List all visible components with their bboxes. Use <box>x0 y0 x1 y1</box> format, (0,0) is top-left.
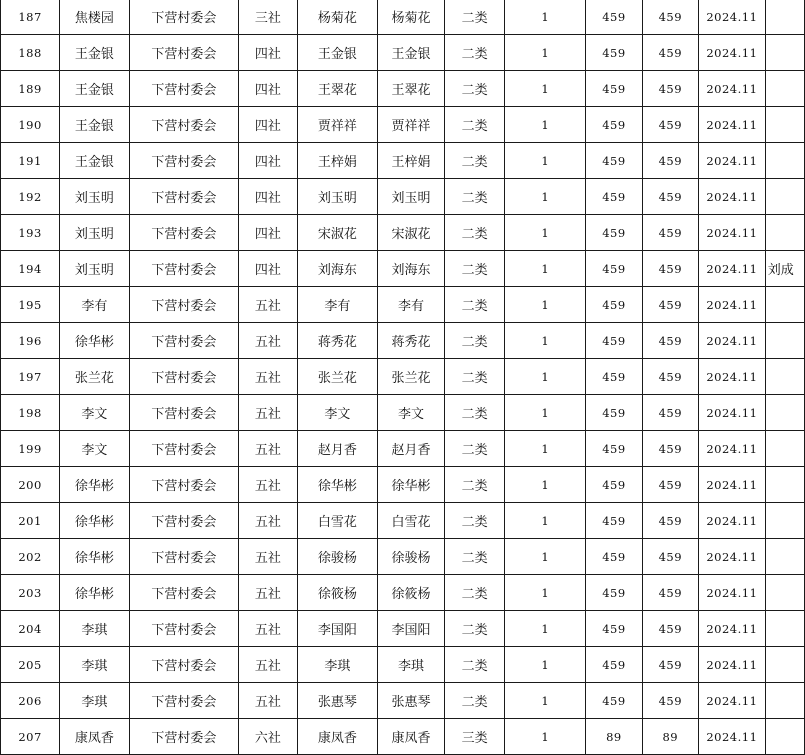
cell-payee-name: 白雪花 <box>378 503 445 539</box>
cell-member-name: 徐筱杨 <box>297 575 378 611</box>
cell-seq-no: 192 <box>1 179 60 215</box>
cell-payee-name: 王翠花 <box>378 71 445 107</box>
cell-category: 二类 <box>444 107 504 143</box>
cell-seq-no: 193 <box>1 215 60 251</box>
cell-village-committee: 下营村委会 <box>129 467 238 503</box>
cell-seq-no: 203 <box>1 575 60 611</box>
cell-period: 2024.11 <box>698 143 765 179</box>
table-row <box>1 71 805 107</box>
cell-household-head: 徐华彬 <box>60 539 130 575</box>
cell-member-name: 蒋秀花 <box>297 323 378 359</box>
cell-remark <box>765 503 804 539</box>
cell-household-head: 李文 <box>60 431 130 467</box>
cell-member-name: 刘海东 <box>297 251 378 287</box>
cell-payee-name: 刘玉明 <box>378 179 445 215</box>
cell-standard-amount: 459 <box>586 71 642 107</box>
cell-group: 五社 <box>239 647 297 683</box>
cell-village-committee: 下营村委会 <box>129 143 238 179</box>
table-row <box>1 539 805 575</box>
table-body <box>1 0 805 755</box>
cell-person-count: 1 <box>505 359 586 395</box>
table-row <box>1 107 805 143</box>
cell-member-name: 宋淑花 <box>297 215 378 251</box>
cell-payment-amount: 459 <box>642 323 698 359</box>
table-row <box>1 719 805 755</box>
cell-village-committee: 下营村委会 <box>129 287 238 323</box>
cell-group: 六社 <box>239 719 297 755</box>
cell-period: 2024.11 <box>698 575 765 611</box>
cell-seq-no: 191 <box>1 143 60 179</box>
cell-payee-name: 李琪 <box>378 647 445 683</box>
cell-group: 五社 <box>239 323 297 359</box>
cell-payee-name: 徐筱杨 <box>378 575 445 611</box>
cell-standard-amount: 459 <box>586 575 642 611</box>
cell-payment-amount: 459 <box>642 467 698 503</box>
cell-person-count: 1 <box>505 287 586 323</box>
table-row <box>1 215 805 251</box>
cell-payment-amount: 459 <box>642 359 698 395</box>
cell-member-name: 徐骏杨 <box>297 539 378 575</box>
table-row <box>1 683 805 719</box>
table-row <box>1 575 805 611</box>
cell-person-count: 1 <box>505 251 586 287</box>
cell-group: 四社 <box>239 143 297 179</box>
cell-village-committee: 下营村委会 <box>129 683 238 719</box>
cell-group: 四社 <box>239 71 297 107</box>
cell-remark <box>765 179 804 215</box>
cell-person-count: 1 <box>505 143 586 179</box>
cell-remark <box>765 683 804 719</box>
cell-person-count: 1 <box>505 35 586 71</box>
cell-period: 2024.11 <box>698 0 765 35</box>
cell-seq-no: 205 <box>1 647 60 683</box>
cell-standard-amount: 459 <box>586 647 642 683</box>
cell-category: 二类 <box>444 683 504 719</box>
cell-member-name: 张兰花 <box>297 359 378 395</box>
cell-remark <box>765 431 804 467</box>
cell-household-head: 王金银 <box>60 35 130 71</box>
cell-household-head: 王金银 <box>60 107 130 143</box>
table-row <box>1 143 805 179</box>
cell-member-name: 李国阳 <box>297 611 378 647</box>
cell-person-count: 1 <box>505 719 586 755</box>
cell-payee-name: 徐华彬 <box>378 467 445 503</box>
cell-household-head: 徐华彬 <box>60 503 130 539</box>
cell-village-committee: 下营村委会 <box>129 179 238 215</box>
cell-payee-name: 刘海东 <box>378 251 445 287</box>
cell-category: 二类 <box>444 0 504 35</box>
cell-member-name: 刘玉明 <box>297 179 378 215</box>
cell-member-name: 张惠琴 <box>297 683 378 719</box>
cell-remark <box>765 35 804 71</box>
cell-category: 二类 <box>444 251 504 287</box>
cell-seq-no: 190 <box>1 107 60 143</box>
cell-group: 五社 <box>239 287 297 323</box>
cell-member-name: 王梓娟 <box>297 143 378 179</box>
cell-payment-amount: 459 <box>642 647 698 683</box>
table-row <box>1 395 805 431</box>
cell-household-head: 王金银 <box>60 71 130 107</box>
cell-payee-name: 王梓娟 <box>378 143 445 179</box>
cell-person-count: 1 <box>505 395 586 431</box>
table-row <box>1 251 805 287</box>
cell-standard-amount: 459 <box>586 287 642 323</box>
cell-village-committee: 下营村委会 <box>129 503 238 539</box>
cell-person-count: 1 <box>505 431 586 467</box>
cell-member-name: 赵月香 <box>297 431 378 467</box>
cell-period: 2024.11 <box>698 431 765 467</box>
cell-household-head: 李琪 <box>60 647 130 683</box>
table-row <box>1 431 805 467</box>
cell-standard-amount: 459 <box>586 179 642 215</box>
cell-group: 五社 <box>239 503 297 539</box>
cell-category: 二类 <box>444 503 504 539</box>
cell-person-count: 1 <box>505 323 586 359</box>
cell-village-committee: 下营村委会 <box>129 719 238 755</box>
cell-group: 四社 <box>239 179 297 215</box>
cell-village-committee: 下营村委会 <box>129 323 238 359</box>
cell-household-head: 刘玉明 <box>60 251 130 287</box>
cell-payment-amount: 459 <box>642 179 698 215</box>
cell-household-head: 刘玉明 <box>60 179 130 215</box>
cell-period: 2024.11 <box>698 539 765 575</box>
cell-payment-amount: 459 <box>642 215 698 251</box>
cell-payment-amount: 459 <box>642 251 698 287</box>
cell-payment-amount: 459 <box>642 431 698 467</box>
cell-period: 2024.11 <box>698 215 765 251</box>
cell-period: 2024.11 <box>698 179 765 215</box>
cell-payment-amount: 459 <box>642 503 698 539</box>
cell-person-count: 1 <box>505 215 586 251</box>
cell-period: 2024.11 <box>698 395 765 431</box>
cell-group: 五社 <box>239 539 297 575</box>
cell-village-committee: 下营村委会 <box>129 611 238 647</box>
cell-village-committee: 下营村委会 <box>129 539 238 575</box>
cell-remark <box>765 611 804 647</box>
cell-group: 四社 <box>239 35 297 71</box>
cell-village-committee: 下营村委会 <box>129 359 238 395</box>
cell-village-committee: 下营村委会 <box>129 107 238 143</box>
cell-seq-no: 194 <box>1 251 60 287</box>
cell-person-count: 1 <box>505 0 586 35</box>
cell-period: 2024.11 <box>698 647 765 683</box>
cell-payment-amount: 459 <box>642 0 698 35</box>
cell-payment-amount: 459 <box>642 611 698 647</box>
cell-household-head: 刘玉明 <box>60 215 130 251</box>
cell-remark <box>765 0 804 35</box>
cell-person-count: 1 <box>505 611 586 647</box>
cell-payee-name: 张惠琴 <box>378 683 445 719</box>
cell-period: 2024.11 <box>698 251 765 287</box>
cell-seq-no: 207 <box>1 719 60 755</box>
cell-village-committee: 下营村委会 <box>129 215 238 251</box>
cell-village-committee: 下营村委会 <box>129 251 238 287</box>
cell-member-name: 王翠花 <box>297 71 378 107</box>
table-row <box>1 287 805 323</box>
cell-group: 四社 <box>239 251 297 287</box>
cell-payee-name: 贾祥祥 <box>378 107 445 143</box>
cell-payment-amount: 459 <box>642 575 698 611</box>
cell-member-name: 李琪 <box>297 647 378 683</box>
cell-payment-amount: 459 <box>642 287 698 323</box>
cell-standard-amount: 459 <box>586 35 642 71</box>
cell-group: 四社 <box>239 107 297 143</box>
table-row <box>1 35 805 71</box>
cell-member-name: 康凤香 <box>297 719 378 755</box>
cell-seq-no: 206 <box>1 683 60 719</box>
cell-village-committee: 下营村委会 <box>129 395 238 431</box>
cell-group: 五社 <box>239 359 297 395</box>
cell-standard-amount: 459 <box>586 683 642 719</box>
cell-standard-amount: 89 <box>586 719 642 755</box>
cell-household-head: 徐华彬 <box>60 467 130 503</box>
cell-village-committee: 下营村委会 <box>129 575 238 611</box>
cell-standard-amount: 459 <box>586 359 642 395</box>
cell-payee-name: 康凤香 <box>378 719 445 755</box>
cell-category: 二类 <box>444 647 504 683</box>
cell-payee-name: 张兰花 <box>378 359 445 395</box>
cell-standard-amount: 459 <box>586 143 642 179</box>
table-row <box>1 0 805 35</box>
cell-seq-no: 201 <box>1 503 60 539</box>
cell-standard-amount: 459 <box>586 539 642 575</box>
cell-remark <box>765 359 804 395</box>
cell-remark <box>765 467 804 503</box>
cell-household-head: 李有 <box>60 287 130 323</box>
cell-payee-name: 徐骏杨 <box>378 539 445 575</box>
cell-payment-amount: 459 <box>642 683 698 719</box>
cell-payment-amount: 459 <box>642 539 698 575</box>
cell-category: 二类 <box>444 215 504 251</box>
cell-period: 2024.11 <box>698 107 765 143</box>
cell-remark: 刘成 <box>765 251 804 287</box>
cell-category: 二类 <box>444 575 504 611</box>
cell-remark <box>765 647 804 683</box>
cell-household-head: 李琪 <box>60 683 130 719</box>
cell-village-committee: 下营村委会 <box>129 71 238 107</box>
cell-period: 2024.11 <box>698 287 765 323</box>
cell-category: 三类 <box>444 719 504 755</box>
cell-seq-no: 200 <box>1 467 60 503</box>
cell-household-head: 李文 <box>60 395 130 431</box>
cell-person-count: 1 <box>505 71 586 107</box>
cell-household-head: 徐华彬 <box>60 575 130 611</box>
cell-payee-name: 王金银 <box>378 35 445 71</box>
cell-standard-amount: 459 <box>586 251 642 287</box>
cell-seq-no: 199 <box>1 431 60 467</box>
cell-period: 2024.11 <box>698 359 765 395</box>
cell-remark <box>765 71 804 107</box>
cell-payment-amount: 459 <box>642 107 698 143</box>
table-row <box>1 359 805 395</box>
cell-period: 2024.11 <box>698 611 765 647</box>
cell-standard-amount: 459 <box>586 395 642 431</box>
cell-household-head: 焦楼园 <box>60 0 130 35</box>
cell-category: 二类 <box>444 143 504 179</box>
cell-group: 五社 <box>239 611 297 647</box>
cell-payee-name: 李有 <box>378 287 445 323</box>
cell-payment-amount: 459 <box>642 35 698 71</box>
table-row <box>1 647 805 683</box>
cell-member-name: 李文 <box>297 395 378 431</box>
cell-category: 二类 <box>444 467 504 503</box>
cell-member-name: 贾祥祥 <box>297 107 378 143</box>
cell-period: 2024.11 <box>698 71 765 107</box>
cell-seq-no: 198 <box>1 395 60 431</box>
cell-category: 二类 <box>444 287 504 323</box>
cell-member-name: 白雪花 <box>297 503 378 539</box>
cell-period: 2024.11 <box>698 35 765 71</box>
cell-group: 五社 <box>239 575 297 611</box>
cell-member-name: 李有 <box>297 287 378 323</box>
cell-payment-amount: 459 <box>642 143 698 179</box>
cell-household-head: 王金银 <box>60 143 130 179</box>
cell-seq-no: 197 <box>1 359 60 395</box>
cell-category: 二类 <box>444 395 504 431</box>
cell-seq-no: 196 <box>1 323 60 359</box>
cell-remark <box>765 107 804 143</box>
cell-remark <box>765 287 804 323</box>
cell-person-count: 1 <box>505 683 586 719</box>
cell-group: 三社 <box>239 0 297 35</box>
cell-person-count: 1 <box>505 503 586 539</box>
cell-category: 二类 <box>444 35 504 71</box>
cell-payee-name: 杨菊花 <box>378 0 445 35</box>
cell-member-name: 徐华彬 <box>297 467 378 503</box>
table-row <box>1 323 805 359</box>
cell-household-head: 康凤香 <box>60 719 130 755</box>
cell-standard-amount: 459 <box>586 503 642 539</box>
cell-seq-no: 204 <box>1 611 60 647</box>
cell-standard-amount: 459 <box>586 323 642 359</box>
cell-person-count: 1 <box>505 467 586 503</box>
table-row <box>1 611 805 647</box>
cell-category: 二类 <box>444 179 504 215</box>
cell-household-head: 张兰花 <box>60 359 130 395</box>
table-row <box>1 467 805 503</box>
cell-village-committee: 下营村委会 <box>129 0 238 35</box>
cell-category: 二类 <box>444 611 504 647</box>
cell-standard-amount: 459 <box>586 107 642 143</box>
cell-standard-amount: 459 <box>586 215 642 251</box>
cell-remark <box>765 323 804 359</box>
cell-category: 二类 <box>444 359 504 395</box>
cell-category: 二类 <box>444 323 504 359</box>
cell-remark <box>765 395 804 431</box>
cell-village-committee: 下营村委会 <box>129 647 238 683</box>
cell-standard-amount: 459 <box>586 611 642 647</box>
cell-payee-name: 蒋秀花 <box>378 323 445 359</box>
cell-person-count: 1 <box>505 647 586 683</box>
cell-member-name: 杨菊花 <box>297 0 378 35</box>
cell-category: 二类 <box>444 539 504 575</box>
cell-seq-no: 187 <box>1 0 60 35</box>
cell-category: 二类 <box>444 71 504 107</box>
cell-payment-amount: 459 <box>642 395 698 431</box>
cell-group: 五社 <box>239 467 297 503</box>
cell-standard-amount: 459 <box>586 467 642 503</box>
cell-group: 五社 <box>239 431 297 467</box>
cell-household-head: 徐华彬 <box>60 323 130 359</box>
cell-period: 2024.11 <box>698 467 765 503</box>
cell-village-committee: 下营村委会 <box>129 35 238 71</box>
cell-payment-amount: 89 <box>642 719 698 755</box>
cell-period: 2024.11 <box>698 323 765 359</box>
cell-payee-name: 宋淑花 <box>378 215 445 251</box>
table-row <box>1 179 805 215</box>
cell-household-head: 李琪 <box>60 611 130 647</box>
cell-period: 2024.11 <box>698 683 765 719</box>
cell-seq-no: 202 <box>1 539 60 575</box>
cell-group: 五社 <box>239 683 297 719</box>
cell-payment-amount: 459 <box>642 71 698 107</box>
table-row <box>1 503 805 539</box>
cell-remark <box>765 143 804 179</box>
cell-group: 五社 <box>239 395 297 431</box>
cell-category: 二类 <box>444 431 504 467</box>
cell-seq-no: 195 <box>1 287 60 323</box>
cell-seq-no: 188 <box>1 35 60 71</box>
cell-period: 2024.11 <box>698 719 765 755</box>
cell-payee-name: 赵月香 <box>378 431 445 467</box>
cell-member-name: 王金银 <box>297 35 378 71</box>
cell-person-count: 1 <box>505 539 586 575</box>
cell-standard-amount: 459 <box>586 0 642 35</box>
cell-village-committee: 下营村委会 <box>129 431 238 467</box>
cell-remark <box>765 719 804 755</box>
cell-standard-amount: 459 <box>586 431 642 467</box>
cell-payee-name: 李国阳 <box>378 611 445 647</box>
cell-remark <box>765 575 804 611</box>
cell-group: 四社 <box>239 215 297 251</box>
cell-person-count: 1 <box>505 575 586 611</box>
cell-period: 2024.11 <box>698 503 765 539</box>
cell-remark <box>765 539 804 575</box>
cell-payee-name: 李文 <box>378 395 445 431</box>
cell-remark <box>765 215 804 251</box>
cell-person-count: 1 <box>505 179 586 215</box>
cell-person-count: 1 <box>505 107 586 143</box>
cell-seq-no: 189 <box>1 71 60 107</box>
